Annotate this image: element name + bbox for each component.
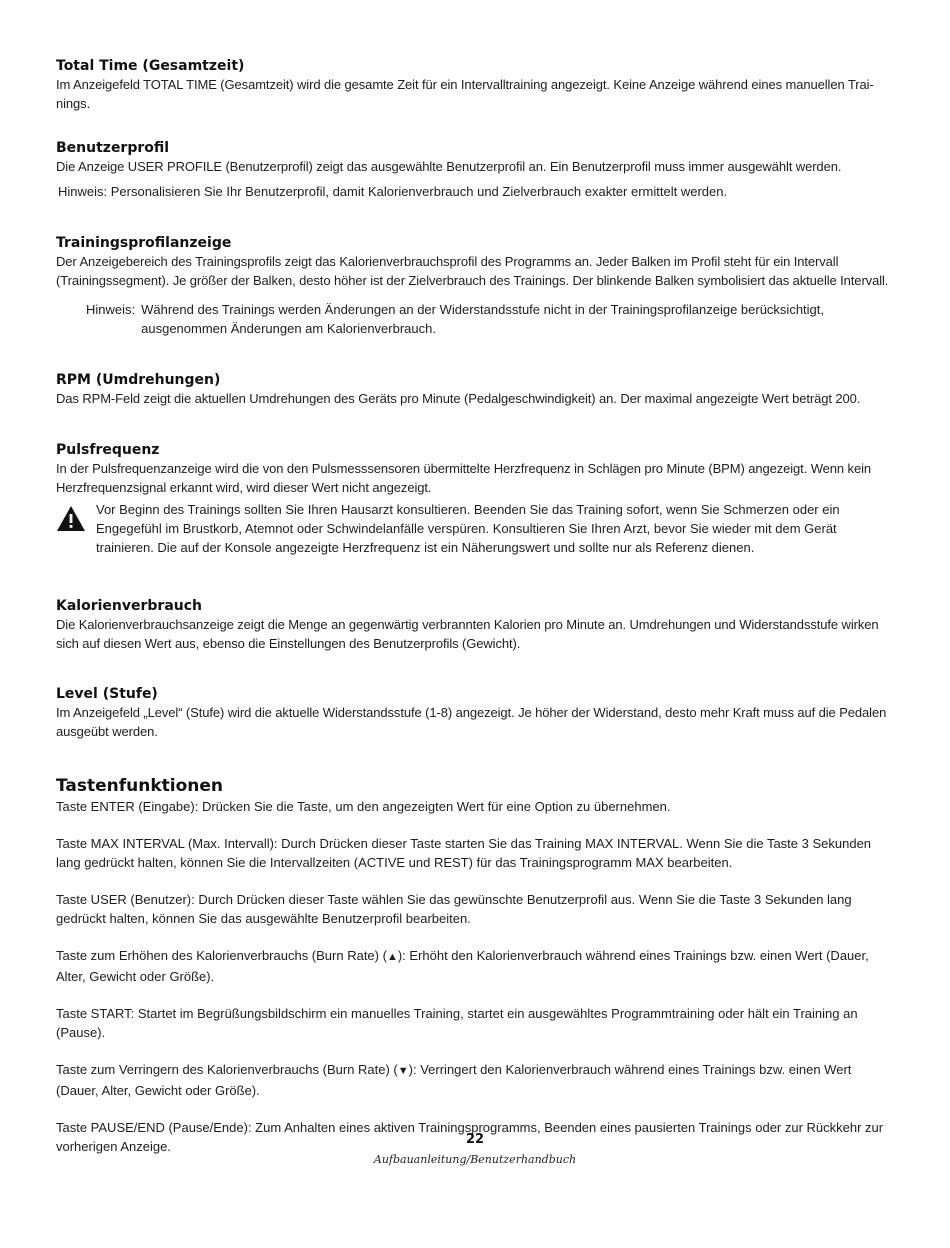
section-benutzerprofil — [56, 139, 896, 201]
note-text: Hinweis: Personalisieren Sie Ihr Benutzerprofil, damit Kalorienverbrauch und Zielverbrauch exakter ermittelt werden. — [58, 184, 728, 199]
warning-box — [56, 500, 898, 557]
key-burn-rate-up-text — [56, 946, 896, 986]
section-text: Der Anzeigebereich des Trainingsprofils zeigt das Kalorienverbrauchsprofil des Programms an. Jeder Balken im Profil steht für ein Intervall (Trainingssegment). Je größer der Balken, desto höher ist der Zielverbrauch des Trainings. Der blinkende Balken symbolisiert das aktuelle Intervall. — [56, 254, 889, 288]
triangle-up-icon: ▲ — [386, 951, 398, 963]
key-burn-down-pre: Taste zum Verringern des Kalorienverbrauchs (Burn Rate) ( — [56, 1062, 398, 1077]
section-title: Level (Stufe) — [56, 686, 158, 702]
triangle-down-icon: ▼ — [397, 1065, 409, 1077]
section-title: Trainingsprofilanzeige — [56, 235, 232, 251]
key-burn-up-post: ): Erhöht den Kalorienverbrauch während eines Trainings bzw. einen Wert (Dauer, Alter, Gewicht oder Größe). — [56, 948, 869, 984]
section-tastenfunktionen — [56, 775, 896, 1156]
page-number: 22 — [465, 1132, 485, 1147]
key-burn-down-post: ): Verringert den Kalorienverbrauch während eines Trainings bzw. einen Wert (Dauer, Alter, Gewicht oder Größe). — [56, 1062, 852, 1098]
key-burn-up-pre: Taste zum Erhöhen des Kalorienverbrauchs (Burn Rate) ( — [56, 948, 387, 963]
footer-document-title: Aufbauanleitung/Benutzerhandbuch — [373, 1153, 577, 1166]
key-start-text: Taste START: Startet im Begrüßungsbildschirm ein manuelles Training, startet ein ausgewähltes Programmtraining oder hält ein Training an (Pause). — [56, 1006, 858, 1040]
note — [56, 300, 886, 338]
section-title: Total Time (Gesamtzeit) — [56, 58, 245, 74]
section-title: RPM (Umdrehungen) — [56, 372, 221, 388]
section-level — [56, 685, 896, 741]
section-title: Pulsfrequenz — [56, 442, 160, 458]
key-max-interval-text: Taste MAX INTERVAL (Max. Intervall): Durch Drücken dieser Taste starten Sie das Training MAX INTERVAL. Wenn Sie die Taste 3 Sekunden lang gedrückt halten, können Sie die Intervallzeiten (ACTIVE und REST) für das Trainingsprogramm MAX bearbeiten. — [56, 836, 872, 870]
section-text: In der Pulsfrequenzanzeige wird die von den Pulsmesssensoren übermittelte Herzfrequenz in Schlägen pro Minute (BPM) angezeigt. Wenn kein Herzfrequenzsignal erkannt wird, wird dieser Wert nicht angezeigt. — [56, 461, 871, 495]
warning-icon — [56, 504, 86, 534]
key-enter-text: Taste ENTER (Eingabe): Drücken Sie die Taste, um den angezeigten Wert für eine Option zu übernehmen. — [56, 799, 671, 814]
section-text: Im Anzeigefeld TOTAL TIME (Gesamtzeit) wird die gesamte Zeit für ein Intervalltraining angezeigt. Keine Anzeige während eines manuellen Trainings. — [56, 77, 874, 111]
section-trainingsprofilanzeige — [56, 234, 896, 338]
section-text: Im Anzeigefeld „Level“ (Stufe) wird die aktuelle Widerstandsstufe (1-8) angezeigt. Je höher der Widerstand, desto mehr Kraft muss auf die Pedalen ausgeübt werden. — [56, 705, 887, 739]
note-text: Während des Trainings werden Änderungen an der Widerstandsstufe nicht in der Trainingsprofilanzeige berücksichtigt, ausgenommen Änderungen am Kalorienverbrauch. — [141, 302, 825, 336]
section-title: Tastenfunktionen — [56, 776, 224, 796]
section-title: Benutzerprofil — [56, 140, 170, 156]
section-text: Die Kalorienverbrauchsanzeige zeigt die Menge an gegenwärtig verbrannten Kalorien pro Minute an. Umdrehungen und Widerstandsstufe wirken sich auf diesen Wert aus, ebenso die Einstellungen des Benutzerprofils (Gewicht). — [56, 617, 879, 651]
key-burn-rate-down-text — [56, 1060, 896, 1100]
key-user-text: Taste USER (Benutzer): Durch Drücken dieser Taste wählen Sie das gewünschte Benutzerprofil aus. Wenn Sie die Taste 3 Sekunden lang gedrückt halten, können Sie das ausgewählte Benutzerprofil bearbeiten. — [56, 892, 852, 926]
section-total-time — [56, 57, 896, 113]
section-text: Das RPM-Feld zeigt die aktuellen Umdrehungen des Geräts pro Minute (Pedalgeschwindigkeit) an. Der maximal angezeigte Wert beträgt 200. — [56, 391, 861, 406]
section-title: Kalorienverbrauch — [56, 598, 203, 614]
section-pulsfrequenz — [56, 441, 896, 557]
warning-text: Vor Beginn des Trainings sollten Sie Ihren Hausarzt konsultieren. Beenden Sie das Training sofort, wenn Sie Schmerzen oder ein Engegefühl im Brustkorb, Atemnot oder Schwindelanfälle verspüren. Konsultieren Sie Ihren Arzt, bevor Sie wieder mit dem Gerät trainieren. Die auf der Konsole angezeigte Herzfrequenz ist ein Näherungswert und sollte nur als Referenz dienen. — [96, 502, 840, 555]
note-label: Hinweis: — [86, 302, 136, 317]
section-kalorienverbrauch — [56, 597, 896, 653]
section-rpm — [56, 371, 896, 408]
key-pause-end-text: Taste PAUSE/END (Pause/Ende): Zum Anhalten eines aktiven Trainingsprogramms, Beenden eines pausierten Trainings oder zur Rückkehr zur vorherigen Anzeige. — [56, 1120, 884, 1154]
section-text: Die Anzeige USER PROFILE (Benutzerprofil) zeigt das ausgewählte Benutzerprofil an. Ein Benutzerprofil muss immer ausgewählt werden. — [56, 159, 842, 174]
